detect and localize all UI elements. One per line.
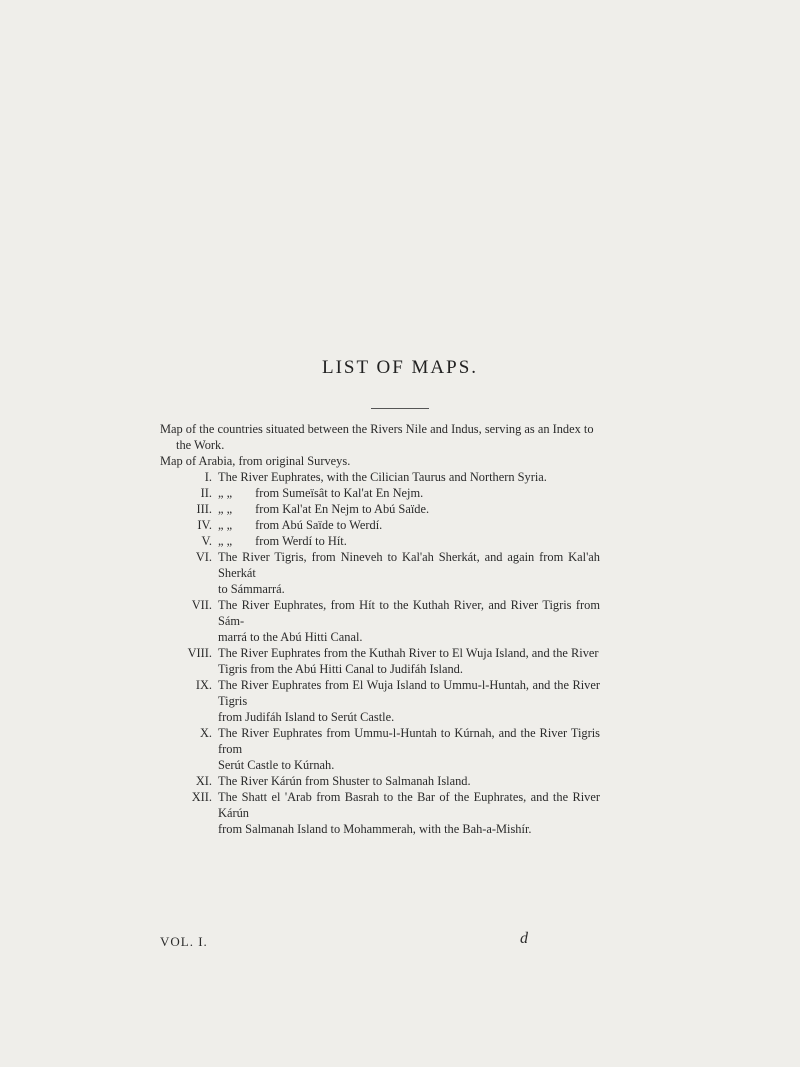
signature-mark: d [520, 930, 528, 947]
map-list [160, 469, 600, 837]
map-number: V. [201, 534, 212, 548]
title-rule [371, 408, 429, 409]
map-entry [160, 645, 600, 677]
map-entry [160, 485, 600, 501]
map-number: XII. [191, 790, 212, 804]
map-number: X. [199, 726, 212, 740]
map-description: The Shatt el 'Arab from Basrah to the Bar of the Euphrates, and the River Kárún [218, 790, 600, 820]
ditto-marks: „ „ [218, 534, 233, 548]
map-description: The River Euphrates, with the Cilician Taurus and Northern Syria. [218, 470, 547, 484]
map-description: from Kal'at En Nejm to Abú Saïde. [255, 502, 430, 516]
map-description: from Werdí to Hít. [255, 534, 347, 548]
volume-label: VOL. I. [160, 934, 208, 949]
map-description-cont: Tigris from the Abú Hitti Canal to Judifáh Island. [218, 662, 463, 676]
intro-text-cont: the Work. [176, 438, 225, 452]
map-entry [160, 789, 600, 837]
map-description-cont: from Judifáh Island to Serút Castle. [218, 710, 395, 724]
map-entry [160, 725, 600, 773]
map-entry [160, 549, 600, 597]
map-entry [160, 533, 600, 549]
map-description: The River Tigris, from Nineveh to Kal'ah Sherkát, and again from Kal'ah Sherkát [218, 550, 600, 580]
map-description-cont: marrá to the Abú Hitti Canal. [218, 630, 363, 644]
map-number: VI. [195, 550, 212, 564]
map-number: IX. [195, 678, 212, 692]
map-entry [160, 597, 600, 645]
ditto-marks: „ „ [218, 518, 233, 532]
map-entry [160, 773, 600, 789]
map-description-cont: to Sámmarrá. [218, 582, 285, 596]
map-entry [160, 501, 600, 517]
map-number: II. [200, 486, 212, 500]
map-entry [160, 469, 600, 485]
intro-item-arabia-map [160, 453, 600, 469]
ditto-marks: „ „ [218, 502, 233, 516]
map-entry [160, 677, 600, 725]
map-description-cont: Serút Castle to Kúrnah. [218, 758, 335, 772]
map-description: The River Euphrates from Ummu-l-Huntah to Kúrnah, and the River Tigris from [218, 726, 600, 756]
map-number: VII. [191, 598, 212, 612]
ditto-marks: „ „ [218, 486, 233, 500]
map-number: VIII. [187, 646, 212, 660]
map-description-cont: from Salmanah Island to Mohammerah, with the Bah-a-Mishír. [218, 822, 532, 836]
intro-text: Map of Arabia, from original Surveys. [160, 454, 351, 468]
map-number: III. [196, 502, 212, 516]
map-entry [160, 517, 600, 533]
map-description: The River Euphrates, from Hít to the Kuthah River, and River Tigris from Sám- [218, 598, 600, 628]
map-description: The River Euphrates from El Wuja Island to Ummu-l-Huntah, and the River Tigris [218, 678, 600, 708]
map-number: I. [204, 470, 212, 484]
map-description: from Sumeïsât to Kal'at En Nejm. [255, 486, 424, 500]
map-description: The River Euphrates from the Kuthah River to El Wuja Island, and the River [218, 646, 599, 660]
map-description: from Abú Saïde to Werdí. [255, 518, 383, 532]
map-number: IV. [197, 518, 212, 532]
intro-text: Map of the countries situated between the Rivers Nile and Indus, serving as an Index to [160, 422, 594, 436]
map-number: XI. [195, 774, 212, 788]
page-title: LIST OF MAPS. [321, 357, 479, 378]
intro-item-index-map [160, 421, 600, 453]
map-description: The River Kárún from Shuster to Salmanah Island. [218, 774, 471, 788]
